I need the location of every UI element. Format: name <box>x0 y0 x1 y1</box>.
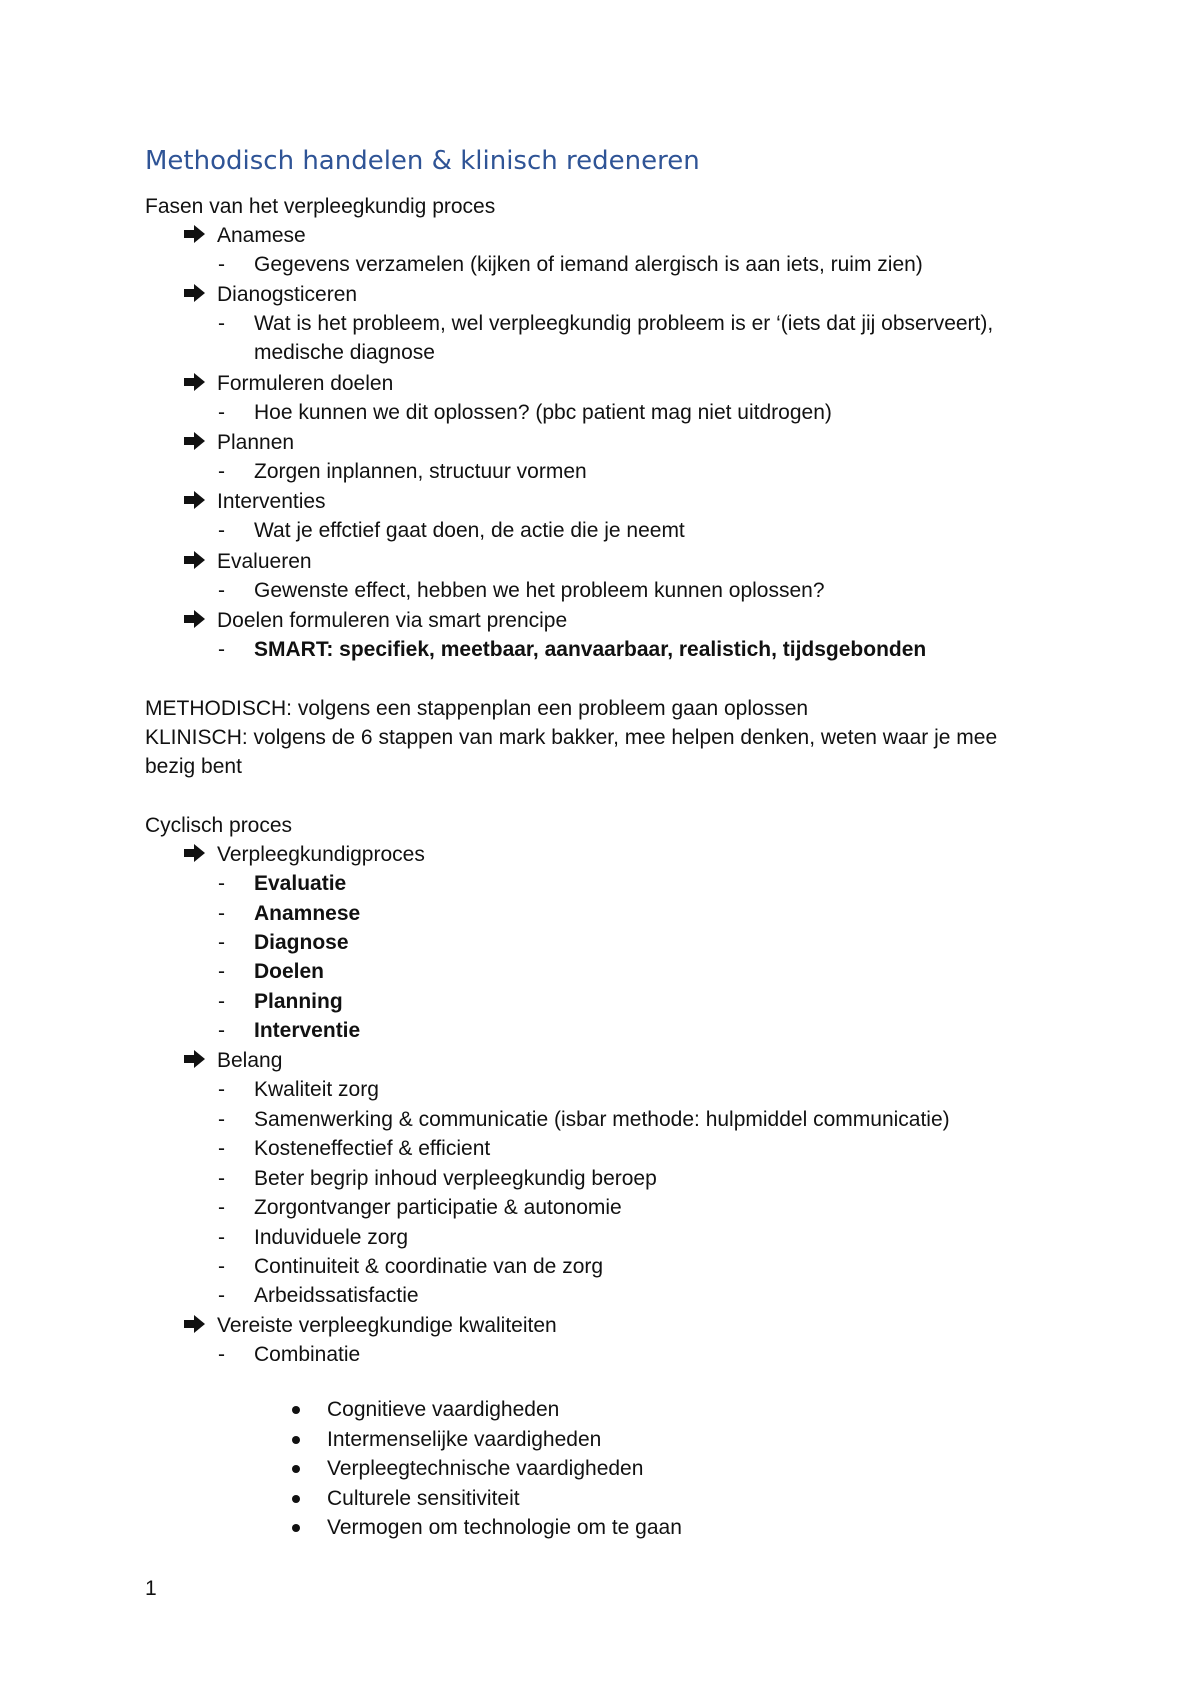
list-item: Anamese <box>217 224 306 247</box>
bullet-icon <box>292 1524 300 1532</box>
dash-marker: - <box>218 1078 225 1101</box>
section-heading-fasen: Fasen van het verpleegkundig proces <box>145 195 496 218</box>
arrow-right-icon <box>182 224 206 244</box>
sub-list-item: Beter begrip inhoud verpleegkundig beroep <box>254 1167 657 1190</box>
dash-marker: - <box>218 990 225 1013</box>
list-item: Interventies <box>217 490 326 513</box>
sub-list-item-bold: Diagnose <box>254 931 349 954</box>
dash-marker: - <box>218 401 225 424</box>
sub-list-item-bold: Doelen <box>254 960 325 983</box>
arrow-right-icon <box>182 372 206 392</box>
dash-marker: - <box>218 1255 225 1278</box>
bullet-icon <box>292 1406 300 1414</box>
arrow-right-icon <box>182 490 206 510</box>
dash-marker: - <box>218 312 225 335</box>
dash-marker: - <box>218 579 225 602</box>
dash-marker: - <box>218 1226 225 1249</box>
dash-marker: - <box>218 1343 225 1366</box>
list-item: Evalueren <box>217 550 312 573</box>
dash-marker: - <box>218 1019 225 1042</box>
sub-list-item-bold: SMART: specifiek, meetbaar, aanvaarbaar, realistich, tijdsgebonden <box>254 638 927 661</box>
arrow-right-icon <box>182 1049 206 1069</box>
sub-list-item: Kwaliteit zorg <box>254 1078 379 1101</box>
dash-marker: - <box>218 872 225 895</box>
list-item: Doelen formuleren via smart prencipe <box>217 609 568 632</box>
page-title: Methodisch handelen & klinisch redeneren <box>145 146 700 176</box>
dash-marker: - <box>218 638 225 661</box>
list-item: Plannen <box>217 431 295 454</box>
list-item: Verpleegkundigproces <box>217 843 425 866</box>
bullet-icon <box>292 1436 300 1444</box>
bullet-item: Vermogen om technologie om te gaan <box>327 1516 682 1539</box>
dash-marker: - <box>218 960 225 983</box>
sub-list-item: Gewenste effect, hebben we het probleem kunnen oplossen? <box>254 579 825 602</box>
sub-list-item-continued: medische diagnose <box>254 341 435 364</box>
sub-list-item-bold: Planning <box>254 990 343 1013</box>
bullet-item: Intermenselijke vaardigheden <box>327 1428 602 1451</box>
bullet-icon <box>292 1495 300 1503</box>
page-number: 1 <box>145 1577 157 1600</box>
arrow-right-icon <box>182 609 206 629</box>
sub-list-item: Wat je effctief gaat doen, de actie die je neemt <box>254 519 685 542</box>
sub-list-item: Zorgontvanger participatie & autonomie <box>254 1196 622 1219</box>
dash-marker: - <box>218 1137 225 1160</box>
sub-list-item: Combinatie <box>254 1343 361 1366</box>
arrow-right-icon <box>182 550 206 570</box>
sub-list-item: Zorgen inplannen, structuur vormen <box>254 460 587 483</box>
bullet-item: Cognitieve vaardigheden <box>327 1398 560 1421</box>
definition-klinisch: KLINISCH: volgens de 6 stappen van mark bakker, mee helpen denken, weten waar je mee <box>145 726 998 749</box>
arrow-right-icon <box>182 283 206 303</box>
dash-marker: - <box>218 1196 225 1219</box>
list-item: Belang <box>217 1049 283 1072</box>
sub-list-item-bold: Evaluatie <box>254 872 347 895</box>
section-heading-cyclisch: Cyclisch proces <box>145 814 293 837</box>
dash-marker: - <box>218 931 225 954</box>
definition-methodisch: METHODISCH: volgens een stappenplan een probleem gaan oplossen <box>145 697 809 720</box>
sub-list-item: Hoe kunnen we dit oplossen? (pbc patient mag niet uitdrogen) <box>254 401 832 424</box>
sub-list-item: Gegevens verzamelen (kijken of iemand alergisch is aan iets, ruim zien) <box>254 253 923 276</box>
list-item: Dianogsticeren <box>217 283 358 306</box>
list-item: Formuleren doelen <box>217 372 394 395</box>
bullet-icon <box>292 1465 300 1473</box>
sub-list-item: Wat is het probleem, wel verpleegkundig probleem is er ‘(iets dat jij observeert), <box>254 312 994 335</box>
sub-list-item: Samenwerking & communicatie (isbar methode: hulpmiddel communicatie) <box>254 1108 950 1131</box>
sub-list-item-bold: Interventie <box>254 1019 361 1042</box>
sub-list-item-bold: Anamnese <box>254 902 361 925</box>
sub-list-item: Kosteneffectief & efficient <box>254 1137 491 1160</box>
list-item: Vereiste verpleegkundige kwaliteiten <box>217 1314 557 1337</box>
arrow-right-icon <box>182 1314 206 1334</box>
dash-marker: - <box>218 1108 225 1131</box>
arrow-right-icon <box>182 843 206 863</box>
bullet-item: Culturele sensitiviteit <box>327 1487 520 1510</box>
dash-marker: - <box>218 902 225 925</box>
definition-klinisch-continued: bezig bent <box>145 755 242 778</box>
dash-marker: - <box>218 253 225 276</box>
arrow-right-icon <box>182 431 206 451</box>
dash-marker: - <box>218 1167 225 1190</box>
sub-list-item: Induviduele zorg <box>254 1226 409 1249</box>
sub-list-item: Arbeidssatisfactie <box>254 1284 419 1307</box>
sub-list-item: Continuiteit & coordinatie van de zorg <box>254 1255 604 1278</box>
dash-marker: - <box>218 519 225 542</box>
dash-marker: - <box>218 460 225 483</box>
dash-marker: - <box>218 1284 225 1307</box>
bullet-item: Verpleegtechnische vaardigheden <box>327 1457 644 1480</box>
